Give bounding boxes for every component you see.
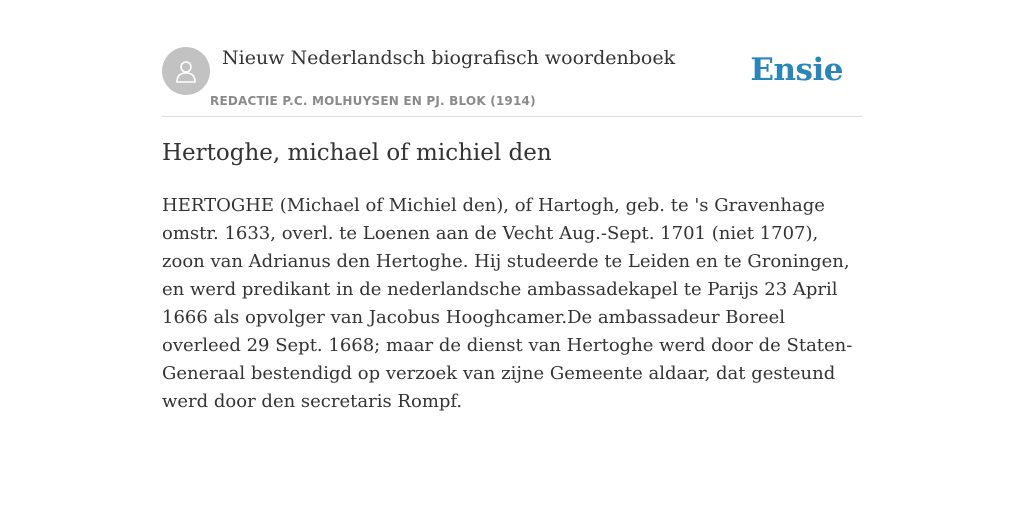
ensie-logo[interactable]: Ensie bbox=[750, 52, 843, 88]
header bbox=[162, 47, 862, 117]
avatar[interactable] bbox=[162, 47, 210, 95]
entry-body: HERTOGHE (Michael of Michiel den), of Hartogh, geb. te 's Gravenhage omstr. 1633, overl. te Loenen aan de Vecht Aug.-Sept. 1701 (niet 1707), zoon van Adrianus den Hertoghe. Hij studeerde te Leiden en te Groningen, en werd predikant in de nederlandsche ambassadekapel te Parijs 23 April 1666 als opvolger van Jacobus Hooghcamer.De ambassadeur Boreel overleed 29 Sept. 1668; maar de dienst van Hertoghe werd door de Staten-Generaal bestendigd op verzoek van zijne Gemeente aldaar, dat gesteund werd door den secretaris Rompf. bbox=[162, 195, 853, 412]
book-subtitle: REDACTIE P.C. MOLHUYSEN EN PJ. BLOK (1914) bbox=[210, 94, 536, 108]
entry-title: Hertoghe, michael of michiel den bbox=[162, 140, 552, 166]
book-title[interactable]: Nieuw Nederlandsch biografisch woordenboek bbox=[222, 47, 676, 69]
user-icon bbox=[172, 57, 200, 85]
